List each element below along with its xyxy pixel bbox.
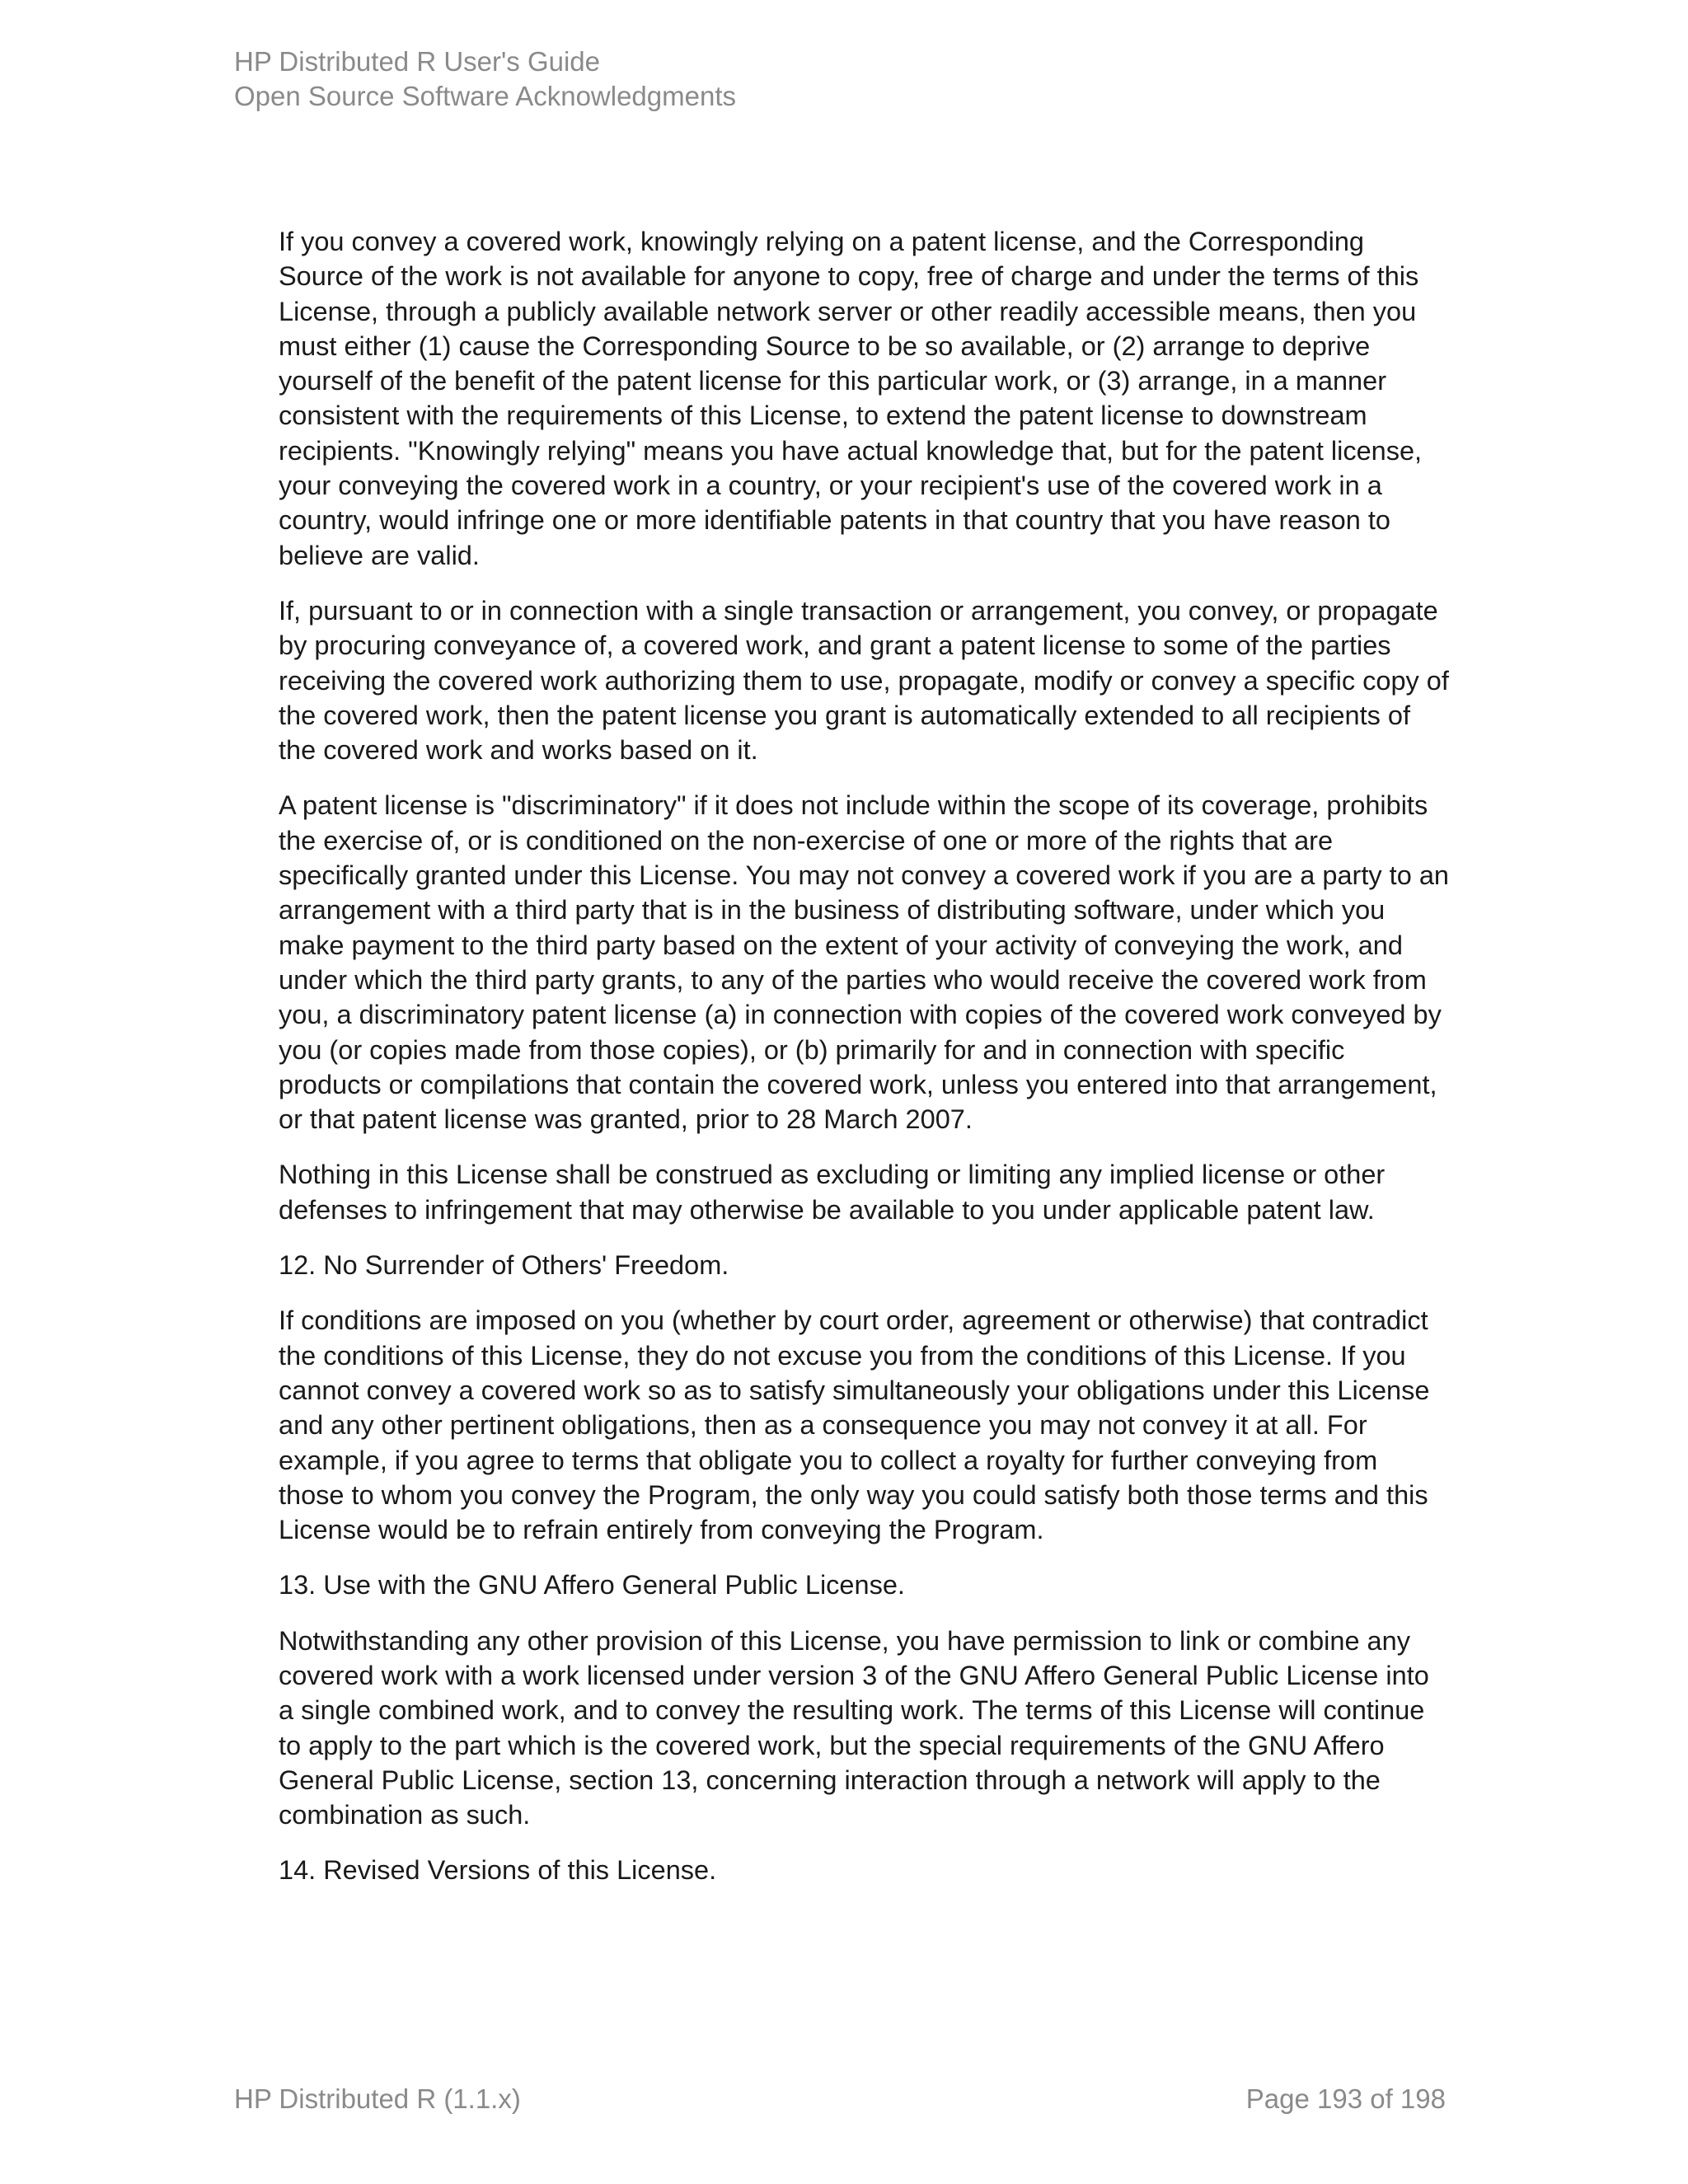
section-title: Open Source Software Acknowledgments [234, 81, 737, 111]
page-number: Page 193 of 198 [1245, 2083, 1446, 2114]
paragraph-implied-license: Nothing in this License shall be construed as excluding or limiting any implied license or other defenses to infringement that may otherwise be available to you under applicable patent law. [279, 1160, 1386, 1225]
paragraph-patent-license-extended: If, pursuant to or in connection with a single transaction or arrangement, you convey, or propagate by procuring conveyance of, a covered work, and grant a patent license to some of the parties receiving the covered work authorizing them to use, propagate, modify or convey a specific copy of the covered work, then the patent license you grant is automatically extended to all recipients of the covered work and works based on it. [279, 595, 1449, 766]
paragraph-affero: Notwithstanding any other provision of this License, you have permission to link or combine any covered work with a work licensed under version 3 of the GNU Affero General Public License into a single combined work, and to convey the resulting work. The terms of this License will continue to apply to the part which is the covered work, but the special requirements of the GNU Affero General Public License, section 13, concerning interaction through a network will apply to the combination as such. [279, 1625, 1429, 1830]
paragraph-no-surrender: If conditions are imposed on you (whether by court order, agreement or otherwise) that contradict the conditions of this License, they do not excuse you from the conditions of this License. If you cannot convey a covered work so as to satisfy simultaneously your obligations under this License and any other pertinent obligations, then as a consequence you may not convey it at all. For example, if you agree to terms that obligate you to collect a royalty for further conveying from those to whom you convey the Program, the only way you could satisfy both those terms and this License would be to refrain entirely from conveying the Program. [279, 1305, 1430, 1545]
section-heading-12: 12. No Surrender of Others' Freedom. [279, 1250, 729, 1281]
footer-product: HP Distributed R (1.1.x) [234, 2083, 521, 2114]
page-header [234, 45, 736, 114]
section-heading-13: 13. Use with the GNU Affero General Public License. [279, 1570, 905, 1601]
page-footer [234, 2082, 1446, 2116]
document-body [279, 224, 1449, 1909]
paragraph-patent-knowingly-relying: If you convey a covered work, knowingly relying on a patent license, and the Corresponding Source of the work is not available for anyone to copy, free of charge and under the terms of this License, through a publicly available network server or other readily accessible means, then you must either (1) cause the Corresponding Source to be so available, or (2) arrange to deprive yourself of the benefit of the patent license for this particular work, or (3) arrange, in a manner consistent with the requirements of this License, to extend the patent license to downstream recipients. "Knowingly relying" means you have actual knowledge that, but for the patent license, your conveying the covered work in a country, or your recipient's use of the covered work in a country, would infringe one or more identifiable patents in that country that you have reason to believe are valid. [279, 227, 1423, 570]
document-title: HP Distributed R User's Guide [234, 46, 601, 77]
section-heading-14: 14. Revised Versions of this License. [279, 1855, 717, 1886]
paragraph-discriminatory-license: A patent license is "discriminatory" if it does not include within the scope of its coverage, prohibits the exercise of, or is conditioned on the non-exercise of one or more of the rights that are specifically granted under this License. You may not convey a covered work if you are a party to an arrangement with a third party that is in the business of distributing software, under which you make payment to the third party based on the extent of your activity of conveying the work, and under which the third party grants, to any of the parties who would receive the covered work from you, a discriminatory patent license (a) in connection with copies of the covered work conveyed by you (or copies made from those copies), or (b) primarily for and in connection with specific products or compilations that contain the covered work, unless you entered into that arrangement, or that patent license was granted, prior to 28 March 2007. [279, 790, 1449, 1135]
